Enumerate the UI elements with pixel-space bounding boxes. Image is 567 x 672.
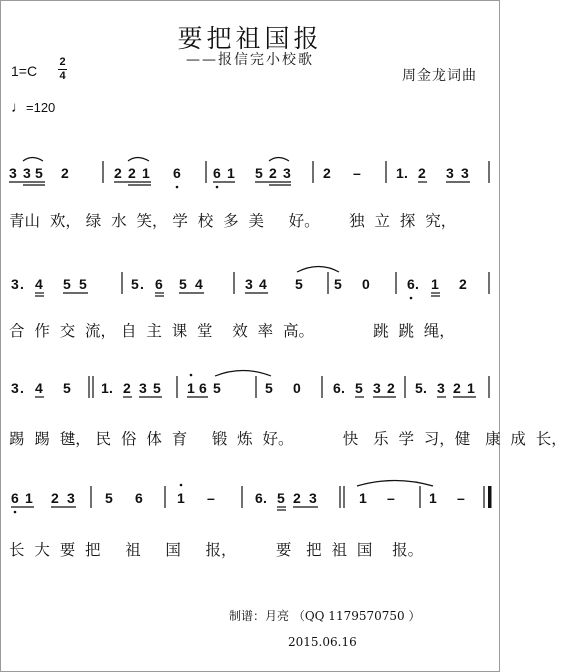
svg-text:3: 3 <box>9 165 17 181</box>
notation-row-1 <box>1 156 501 192</box>
svg-text:2: 2 <box>128 165 136 181</box>
svg-text:5: 5 <box>79 276 87 292</box>
svg-text:6: 6 <box>135 490 143 506</box>
svg-text:2: 2 <box>323 165 331 181</box>
song-title: 要把祖国报 <box>177 24 323 53</box>
svg-text:5: 5 <box>334 276 342 292</box>
svg-text:6: 6 <box>213 165 221 181</box>
svg-text:.: . <box>20 276 24 292</box>
notation-row-2 <box>1 267 501 303</box>
svg-text:5: 5 <box>131 276 139 292</box>
notation-row-2-svg <box>1 267 501 303</box>
svg-text:2: 2 <box>293 490 301 506</box>
svg-text:.: . <box>263 490 267 506</box>
svg-text:2: 2 <box>418 165 426 181</box>
svg-text:6: 6 <box>333 380 341 396</box>
svg-text:5: 5 <box>63 380 71 396</box>
time-signature-top: 2 <box>59 56 66 68</box>
svg-text:3: 3 <box>23 165 31 181</box>
svg-text:3: 3 <box>67 490 75 506</box>
svg-text:.: . <box>109 380 113 396</box>
svg-text:.: . <box>140 276 144 292</box>
svg-text:.: . <box>404 165 408 181</box>
svg-text:4: 4 <box>35 276 43 292</box>
svg-text:1: 1 <box>187 380 195 396</box>
svg-text:6: 6 <box>255 490 263 506</box>
svg-text:0: 0 <box>362 276 370 292</box>
notation-row-1-svg <box>1 156 501 192</box>
lyric-line-2: 合 作 交 流， 自 主 课 堂 效 率 高。 跳 跳 绳， <box>9 322 455 340</box>
svg-text:1: 1 <box>467 380 475 396</box>
svg-text:1: 1 <box>227 165 235 181</box>
quarter-note-icon: ♩ <box>11 99 26 116</box>
svg-text:3: 3 <box>11 276 19 292</box>
svg-text:5: 5 <box>265 380 273 396</box>
transcriber-credit: 制谱：月亮 （QQ 1179570750 ） <box>229 609 421 623</box>
notation-row-2-notes <box>11 276 467 292</box>
svg-text:3: 3 <box>309 490 317 506</box>
svg-text:5: 5 <box>35 165 43 181</box>
svg-text:6: 6 <box>173 165 181 181</box>
notation-row-4 <box>1 481 501 517</box>
svg-text:5: 5 <box>213 380 221 396</box>
svg-text:3: 3 <box>283 165 291 181</box>
svg-text:.: . <box>423 380 427 396</box>
svg-text:.: . <box>341 380 345 396</box>
svg-text:.: . <box>415 276 419 292</box>
svg-text:6: 6 <box>155 276 163 292</box>
time-signature <box>58 57 67 82</box>
author-credit: 周金龙词曲 <box>402 68 477 84</box>
svg-text:6: 6 <box>407 276 415 292</box>
key-signature: 1=C <box>11 63 38 79</box>
svg-text:5: 5 <box>105 490 113 506</box>
time-signature-bottom: 4 <box>59 70 66 82</box>
svg-text:3: 3 <box>461 165 469 181</box>
song-subtitle: ——报信完小校歌 <box>186 52 314 68</box>
tempo-marking <box>11 99 55 116</box>
svg-text:3: 3 <box>446 165 454 181</box>
notation-row-4-notes <box>11 490 465 506</box>
svg-text:2: 2 <box>453 380 461 396</box>
svg-text:2: 2 <box>114 165 122 181</box>
svg-text:2: 2 <box>387 380 395 396</box>
svg-text:6: 6 <box>199 380 207 396</box>
svg-text:2: 2 <box>51 490 59 506</box>
svg-text:1: 1 <box>25 490 33 506</box>
svg-text:–: – <box>353 165 361 181</box>
svg-text:4: 4 <box>195 276 203 292</box>
svg-text:0: 0 <box>293 380 301 396</box>
svg-text:1: 1 <box>359 490 367 506</box>
svg-text:–: – <box>207 490 215 506</box>
notation-row-3 <box>1 371 501 407</box>
svg-text:5: 5 <box>415 380 423 396</box>
svg-text:5: 5 <box>355 380 363 396</box>
svg-text:5: 5 <box>153 380 161 396</box>
svg-text:3: 3 <box>11 380 19 396</box>
svg-text:5: 5 <box>255 165 263 181</box>
svg-text:1: 1 <box>429 490 437 506</box>
svg-text:6: 6 <box>11 490 19 506</box>
svg-text:3: 3 <box>437 380 445 396</box>
svg-text:2: 2 <box>123 380 131 396</box>
notation-row-3-svg <box>1 371 501 407</box>
svg-text:5: 5 <box>277 490 285 506</box>
svg-text:1: 1 <box>142 165 150 181</box>
svg-text:2: 2 <box>459 276 467 292</box>
svg-text:.: . <box>20 380 24 396</box>
notation-row-1-notes <box>9 165 469 181</box>
lyric-line-1: 青山 欢， 绿 水 笑， 学 校 多 美 好。 独 立 探 究， <box>9 212 457 230</box>
svg-text:5: 5 <box>179 276 187 292</box>
svg-text:4: 4 <box>35 380 43 396</box>
svg-text:4: 4 <box>259 276 267 292</box>
transcription-date: 2015.06.16 <box>288 635 357 649</box>
svg-text:3: 3 <box>373 380 381 396</box>
svg-text:1: 1 <box>396 165 404 181</box>
svg-text:–: – <box>457 490 465 506</box>
lyric-line-3: 踢 踢 毽， 民 俗 体 育 锻 炼 好。 快 乐 学 习，健 康 成 长， <box>9 430 567 448</box>
svg-text:3: 3 <box>245 276 253 292</box>
svg-text:2: 2 <box>269 165 277 181</box>
tempo-value: =120 <box>26 100 56 115</box>
svg-text:1: 1 <box>431 276 439 292</box>
svg-text:2: 2 <box>61 165 69 181</box>
svg-text:5: 5 <box>295 276 303 292</box>
svg-text:5: 5 <box>63 276 71 292</box>
lyric-line-4: 长 大 要 把 祖 国 报， 要 把 祖 国 报。 <box>9 541 424 559</box>
svg-text:1: 1 <box>101 380 109 396</box>
svg-text:1: 1 <box>177 490 185 506</box>
svg-text:3: 3 <box>139 380 147 396</box>
svg-text:–: – <box>387 490 395 506</box>
notation-row-4-svg <box>1 481 501 517</box>
